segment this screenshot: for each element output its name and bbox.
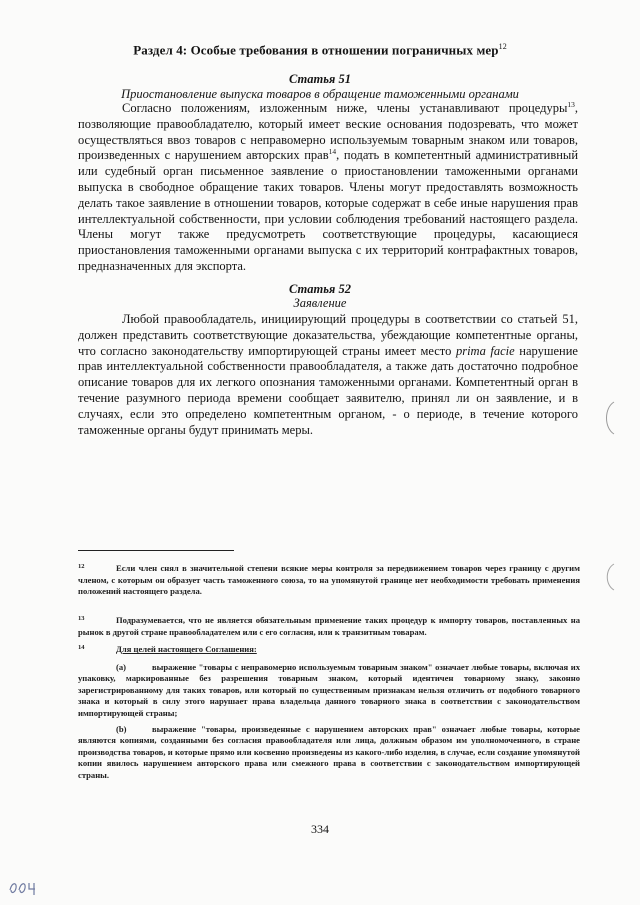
footnote-text: Если член снял в значительной степени всякие меры контроля за передвижением товаров через границу с другим членом, с которым он образует часть таможенного союза, то на упомянутой границе нет необходимости требовать применения положений настоящего раздела.: [78, 563, 580, 597]
prima-facie-term: prima facie: [455, 343, 515, 358]
footnote-14-label-b: (b): [116, 723, 127, 734]
footnote-ref-13[interactable]: 13: [567, 99, 575, 109]
footnote-mark: 14: [78, 644, 85, 651]
footnote-text: Подразумевается, что не является обязательным применение таких процедур к импорту товаров, поставленных на рынок в другой стране правообладателем или с его согласия, или к транзитным товарам.: [78, 615, 580, 637]
footnote-14-item-b: выражение "товары, произведенные с нарушением авторских прав" означает любые товары, которые являются копиями, созданными без согласия правообладателя или лица, должным образом им уполномоченного, в стране производства товаров, и которые прямо или косвенно произведены из какого-либо изделия, в случае, если создание упомянутой копии явилось нарушением авторского права или смежного права в соответствии с законодательством импортирующей страны.: [78, 723, 580, 780]
punch-hole-mark: [600, 398, 620, 438]
article-52-subtitle: Заявление: [293, 296, 347, 310]
page-number: 334: [311, 822, 329, 836]
article-52-paragraph: Любой правообладатель, инициирующий процедуры в соответствии со статьей 51, должен представить соответствующие доказательства, убеждающие компетентные органы, что согласно законодательству импортирующей страны имеет место prima facie нарушение прав интеллектуальной собственности правообладателя, а также дать достаточно подробное описание товаров для их легкого опознания таможенными органами. Компетентный орган в течение разумного периода времени сообщает заявителю, принял ли он заявление, и в случаях, если это определено компетентным органом, - о периоде, в течение которого таможенные органы будут принимать меры.: [78, 312, 578, 437]
footnote-14: [78, 644, 580, 782]
footnote-ref-14[interactable]: 14: [328, 147, 337, 157]
handwritten-page-mark: [8, 874, 42, 898]
article-51-paragraph: Согласно положениям, изложенным ниже, члены устанавливают процедуры$^{13}$, позволяющие правообладателю, который имеет веские основания подозревать, что может осуществляться ввоз товаров с неправомерно используемым товарным знаком или товаров, произведенных с нарушением авторских прав$^{14}$, подать в компетентный административный или судебный орган письменное заявление о приостановлении таможенными органами выпуска в свободное обращение таких товаров. Члены могут предоставлять возможность делать такое заявление в отношении товаров, которые содержат в себе иные нарушения прав интеллектуальной собственности, при условии соблюдения требований настоящего раздела. Члены могут также предусмотреть соответствующие процедуры, касающиеся приостановления таможенными органами выпуска с их территорий контрафактных товаров, предназначенных для экспорта.: [78, 99, 579, 273]
footnote-mark: 12: [78, 563, 85, 570]
article-52-number: Статья 52: [289, 282, 351, 296]
footnote-14-item-a: выражение "товары с неправомерно используемым товарным знаком" означает любые товары, включая их упаковку, маркированные без разрешения товарным знаком, который идентичен товарному знаку, законно зарегистрированному для таких товаров, или который по существенным признакам нельзя отличить от подобного товарного знака и который в силу этого нарушает права владельца данного товарного знака в соответствии с законодательством импортирующей страны;: [78, 661, 580, 718]
article-51-subtitle: Приостановление выпуска товаров в обращение таможенными органами: [121, 87, 519, 101]
footnote-12: [78, 563, 580, 598]
article-51-body: [78, 101, 578, 275]
footnote-separator: [78, 550, 234, 551]
article-52-body: [78, 312, 578, 438]
footnote-14-intro: Для целей настоящего Соглашения:: [116, 644, 257, 654]
section-title: Раздел 4: Особые требования в отношении пограничных мер$^{12}$: [133, 42, 507, 58]
article-51-number: Статья 51: [289, 72, 351, 86]
punch-hole-mark: [600, 560, 620, 594]
footnote-mark: 13: [78, 615, 85, 622]
footnote-14-label-a: (a): [116, 661, 127, 672]
footnote-13: [78, 615, 580, 638]
footnote-ref-12[interactable]: 12: [498, 42, 507, 51]
